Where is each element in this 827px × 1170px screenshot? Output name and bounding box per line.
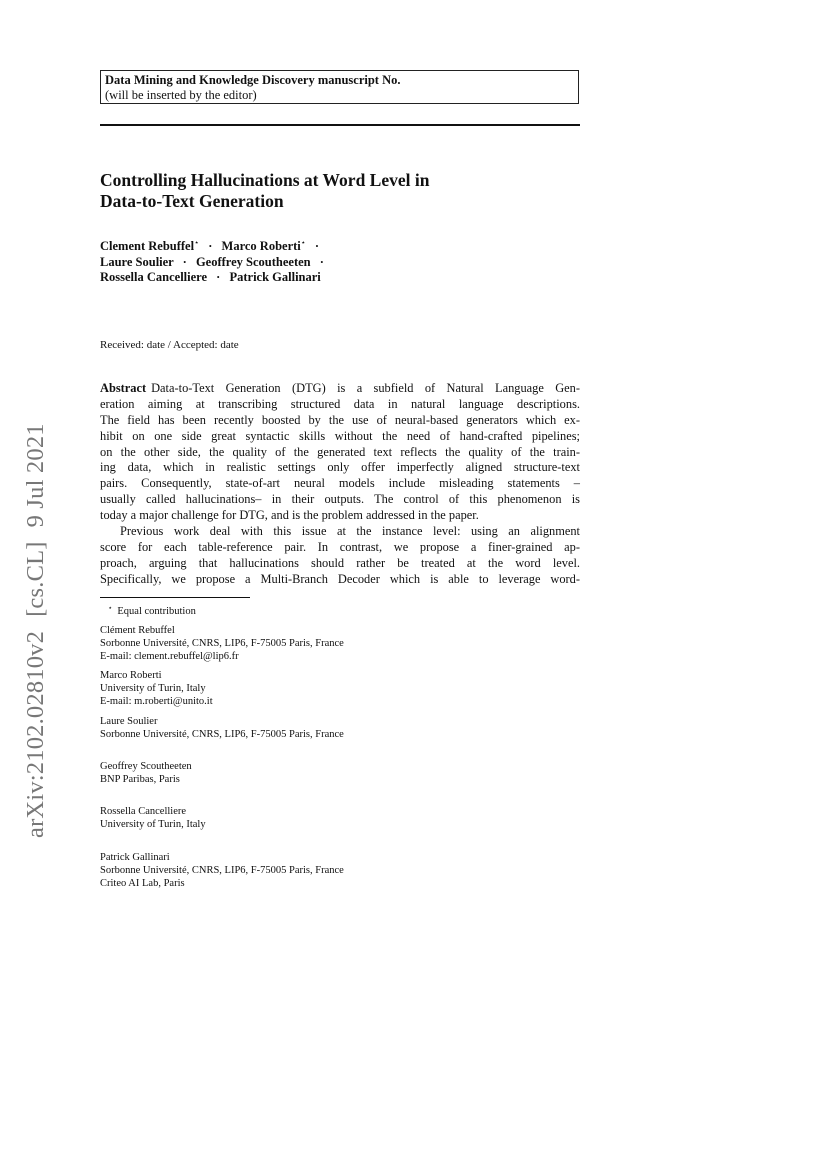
affiliation-institution: Sorbonne Université, CNRS, LIP6, F-75005 Paris, France: [100, 865, 344, 876]
author-6: Patrick Gallinari: [229, 270, 321, 284]
abstract-line: Specifically, we propose a Multi-Branch Decoder which is able to leverage word-: [100, 571, 580, 586]
author-separator: ·: [216, 270, 221, 284]
affiliation-institution: Sorbonne Université, CNRS, LIP6, F-75005 Paris, France: [100, 729, 344, 740]
author-list: [100, 235, 580, 286]
affiliation-block: [100, 669, 213, 708]
header-rule: [100, 124, 580, 126]
footnote-text: Equal contribution: [117, 606, 196, 617]
affiliation-email: E-mail: m.roberti@unito.it: [100, 696, 213, 707]
abstract-line: proach, arguing that hallucinations should rather be treated at the word level.: [100, 555, 580, 570]
abstract-line: [100, 381, 580, 397]
affiliation-name: Clément Rebuffel: [100, 625, 175, 636]
abstract-line: score for each table-reference pair. In contrast, we propose a finer-grained ap-: [100, 539, 580, 554]
author-separator: ·: [208, 239, 213, 253]
footnote-mark: ⋆: [108, 604, 113, 612]
affiliation-name: Marco Roberti: [100, 670, 162, 681]
abstract: [100, 381, 580, 588]
affiliation-name: Geoffrey Scoutheeten: [100, 761, 192, 772]
affiliation-block: [100, 760, 192, 786]
author-separator: ·: [319, 254, 324, 269]
abstract-line: hibit on one side great syntactic skills without the need of hand-crafted pipelines;: [100, 428, 580, 443]
author-4: Geoffrey Scoutheeten: [195, 254, 311, 269]
footnote: [108, 602, 196, 618]
arxiv-id: arXiv:2102.02810v2: [22, 630, 49, 838]
abstract-line: ing data, which in realistic settings only offer imperfectly aligned structure-text: [100, 460, 580, 475]
affiliation-name: Rossella Cancelliere: [100, 806, 187, 817]
affiliation-institution: University of Turin, Italy: [100, 819, 206, 830]
abstract-line: Previous work deal with this issue at the instance level: using an alignment: [120, 524, 580, 539]
affiliation-institution: Criteo AI Lab, Paris: [100, 878, 185, 889]
equal-contribution-mark: ⋆: [300, 238, 306, 247]
footnote-rule: [100, 597, 250, 598]
arxiv-stamp: [22, 409, 50, 838]
affiliation-institution: University of Turin, Italy: [100, 683, 206, 694]
journal-header-box: [100, 70, 579, 104]
abstract-line: eration aiming at transcribing structured data in natural language descriptions.: [100, 396, 580, 411]
author-5: Rossella Cancelliere: [100, 270, 208, 284]
affiliation-block: [100, 624, 344, 663]
affiliation-institution: Sorbonne Université, CNRS, LIP6, F-75005 Paris, France: [100, 638, 344, 649]
abstract-heading: Abstract: [100, 381, 147, 395]
abstract-text: Data-to-Text Generation (DTG) is a subfield of Natural Language Gen-: [151, 381, 580, 395]
paper-title: [100, 170, 580, 212]
editor-note: (will be inserted by the editor): [105, 88, 257, 102]
title-line-1: Controlling Hallucinations at Word Level in: [100, 170, 430, 190]
title-line-2: Data-to-Text Generation: [100, 191, 284, 211]
abstract-line: pairs. Consequently, state-of-art neural models include misleading statements –: [100, 476, 580, 491]
author-2: Marco Roberti: [221, 239, 301, 253]
journal-name: Data Mining and Knowledge Discovery manuscript No.: [105, 73, 401, 87]
affiliation-institution: BNP Paribas, Paris: [100, 774, 180, 785]
arxiv-category: [cs.CL]: [22, 541, 49, 617]
affiliation-block: [100, 715, 344, 741]
abstract-line: on the other side, the quality of the generated text reflects the quality of the train-: [100, 444, 580, 459]
abstract-line: The field has been recently boosted by the use of neural-based generators which ex-: [100, 412, 580, 427]
received-date: Received: date / Accepted: date: [100, 339, 239, 351]
affiliation-name: Patrick Gallinari: [100, 852, 170, 863]
abstract-line: today a major challenge for DTG, and is the problem addressed in the paper.: [100, 508, 479, 523]
author-separator: ·: [314, 239, 320, 253]
affiliation-block: [100, 805, 206, 831]
equal-contribution-mark: ⋆: [194, 238, 200, 247]
author-3: Laure Soulier: [100, 254, 174, 269]
affiliation-name: Laure Soulier: [100, 716, 158, 727]
author-1: Clement Rebuffel: [100, 239, 195, 253]
abstract-line: usually called hallucinations– in their outputs. The control of this phenomenon is: [100, 492, 580, 507]
arxiv-date: 9 Jul 2021: [22, 423, 49, 528]
author-separator: ·: [182, 254, 187, 269]
affiliation-email: E-mail: clement.rebuffel@lip6.fr: [100, 651, 239, 662]
affiliation-block: [100, 851, 344, 890]
